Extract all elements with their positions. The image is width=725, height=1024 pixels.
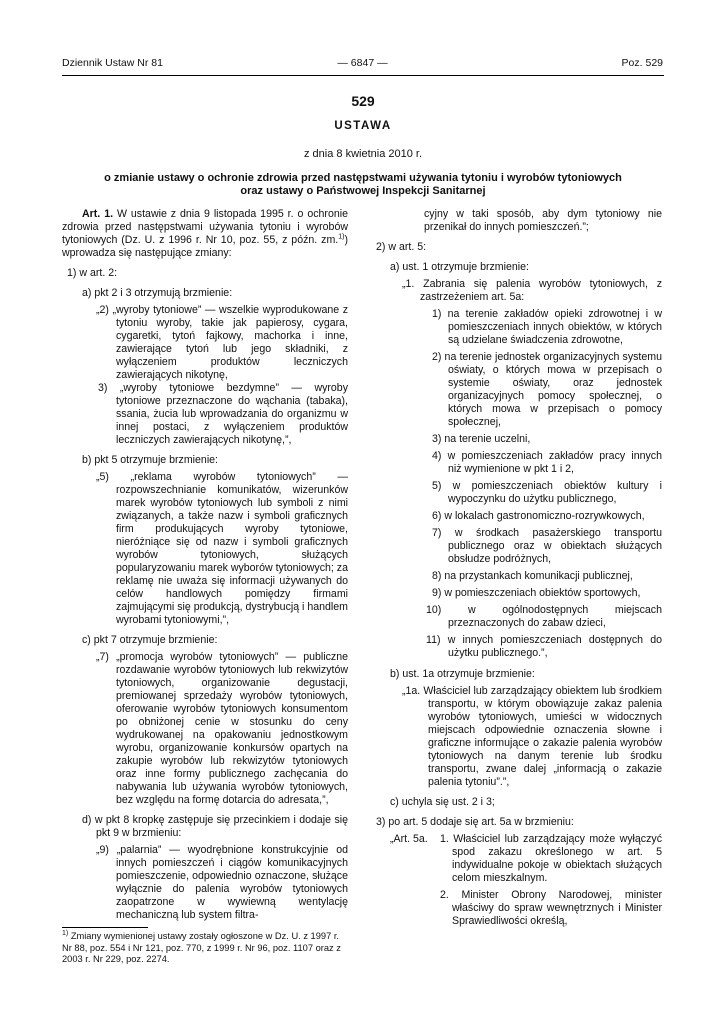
header-page-number: — 6847 —: [337, 57, 388, 69]
point-1a: a) pkt 2 i 3 otrzymują brzmienie:: [82, 287, 233, 299]
footnote-marker: 1): [62, 929, 69, 937]
point-1: 1) w art. 2:: [67, 267, 118, 279]
point-2b-ust1a: „1a. Właściciel lub zarządzający obiektem lub środkiem transportu, w którym obowiązuje zakaz palenia wyrobów tytoniowych, umieści w widocznych miejscach odpowiednie oznaczenia słowne i graficzne informujące o zakazie palenia wyrobów tytoniowych na danym terenie lub środku transportu, zwane dalej „informacją o zakazie palenia tytoniu”.”,: [402, 685, 662, 788]
footnote-rule: [62, 927, 148, 928]
right-column: [376, 208, 662, 928]
point-2: 2) w art. 5:: [376, 241, 427, 253]
point-2a: a) ust. 1 otrzymuje brzmienie:: [390, 261, 529, 273]
point-2b: b) ust. 1a otrzymuje brzmienie:: [390, 668, 535, 680]
point-2a-ust1: „1. Zabrania się palenia wyrobów tytoniowych, z zastrzeżeniem art. 5a:: [402, 278, 662, 303]
list-item: 8) na przystankach komunikacji publicznej,: [432, 570, 633, 582]
point-1c-7: „7) „promocja wyrobów tytoniowych” — publiczne rozdawanie wyrobów tytoniowych lub rekwizytów tytoniowych, organizowanie degustacji, premiowanej sprzedaży wyrobów tytoniowych, oferowanie wyrobów tytoniowych konsumentom po obniżonej cenie w stosunku do ceny wydrukowanej na opakowaniu jednostkowym wyrobu, organizowanie konkursów opartych na zakupie wyrobów lub rekwizytów tytoniowych oraz inne formy publicznego zachęcania do nabywania lub używania wyrobów tytoniowych, bez względu na formę dotarcia do adresata,”,: [96, 651, 348, 806]
act-subject-line1: o zmianie ustawy o ochronie zdrowia przed następstwami używania tytoniu i wyrobów tytoniowych: [104, 172, 622, 184]
ust1-items-list: [376, 308, 662, 660]
list-item: 2) na terenie jednostek organizacyjnych systemu oświaty, o których mowa w przepisach o systemie oświaty, oraz jednostek organizacyjnych pomocy społecznej, o których mowa w przepisach o pomocy społecznej,: [432, 351, 662, 428]
list-item: 7) w środkach pasażerskiego transportu publicznego oraz w obiektach służących obsłudze podróżnych,: [432, 527, 662, 565]
point-1c: c) pkt 7 otrzymuje brzmienie:: [82, 634, 218, 646]
list-item: 4) w pomieszczeniach zakładów pracy innych niż wymienione w pkt 1 i 2,: [432, 450, 662, 475]
point-1d-9: „9) „palarnia” — wyodrębnione konstrukcyjnie od innych pomieszczeń i ciągów komunikacyjnych pomieszczenie, odpowiednio oznaczone, służące wyłącznie do palenia wyrobów tytoniowych zaopatrzone w wywiewną wentylację mechaniczną lub system filtra-: [96, 844, 348, 921]
list-item: 10) w ogólnodostępnych miejscach przeznaczonych do zabaw dzieci,: [426, 604, 662, 629]
act-type: USTAWA: [334, 120, 392, 132]
act-subject-line2: oraz ustawy o Państwowej Inspekcji Sanitarnej: [240, 185, 486, 197]
list-item: 6) w lokalach gastronomiczno-rozrywkowych,: [432, 510, 645, 522]
article-1-label: Art. 1.: [82, 208, 114, 220]
article-5a: [390, 833, 662, 928]
article-5a-ust2: 2. Minister Obrony Narodowej, minister właściwy do spraw wewnętrznych i Minister Sprawiedliwości określą,: [440, 889, 662, 927]
point-1b-5: „5) „reklama wyrobów tytoniowych” — rozpowszechnianie komunikatów, wizerunków marek wyrobów tytoniowych lub symboli z nimi związanych, a także nazw i symboli graficznych firm produkujących wyroby tytoniowe, nieróżniące się od nazw i symboli graficznych wyrobów tytoniowych, służących popularyzowaniu marek wyborów tytoniowych; za reklamę nie uważa się informacji używanych do celów handlowych pomiędzy firmami zajmującymi się produkcją, dystrybucją i handlem wyrobami tytoniowymi,”,: [96, 471, 348, 626]
footnote-ref: 1): [338, 233, 345, 241]
act-number: 529: [351, 93, 375, 109]
point-1d: d) w pkt 8 kropkę zastępuje się przecinkiem i dodaje się pkt 9 w brzmieniu:: [82, 814, 348, 839]
point-1b: b) pkt 5 otrzymuje brzmienie:: [82, 454, 219, 466]
header-position: Poz. 529: [621, 57, 663, 69]
point-1a-2: „2) „wyroby tytoniowe” — wszelkie wyprodukowane z tytoniu wyroby, takie jak papierosy, cygara, cygaretki, tytoń fajkowy, machorka i inne, zawierające tytoń lub jego składniki, z wyłączeniem produktów leczniczych zawierających nikotynę,: [96, 304, 348, 381]
act-date: z dnia 8 kwietnia 2010 r.: [303, 148, 423, 160]
article-1-intro: [62, 208, 348, 260]
header-journal: Dziennik Ustaw Nr 81: [62, 57, 163, 69]
article-5a-ust1: 1. Właściciel lub zarządzający może wyłączyć spod zakazu określonego w art. 5 indywidualne pokoje w obiektach służących celom mieszkalnym.: [440, 833, 662, 884]
point-2c: c) uchyla się ust. 2 i 3;: [390, 796, 495, 808]
left-column: [62, 208, 348, 922]
point-1d-9-cont: cyjny w taki sposób, aby dym tytoniowy nie przenikał do innych pomieszczeń.”;: [424, 208, 662, 233]
list-item: 5) w pomieszczeniach obiektów kultury i wypoczynku do użytku publicznego,: [432, 480, 662, 505]
header-rule: [62, 75, 664, 76]
list-item: 9) w pomieszczeniach obiektów sportowych,: [432, 587, 641, 599]
footnote-text: Zmiany wymienionej ustawy zostały ogłoszone w Dz. U. z 1997 r. Nr 88, poz. 554 i Nr 121, poz. 770, z 1999 r. Nr 96, poz. 1107 oraz z 2003 r. Nr 229, poz. 2274.: [62, 931, 341, 964]
footnote: [62, 931, 346, 966]
list-item: 3) na terenie uczelni,: [432, 433, 531, 445]
list-item: 11) w innych pomieszczeniach dostępnych do użytku publicznego.”,: [426, 634, 662, 659]
list-item: 1) na terenie zakładów opieki zdrowotnej i w pomieszczeniach innych obiektów, w których są udzielane świadczenia zdrowotne,: [432, 308, 662, 346]
point-1a-3: 3) „wyroby tytoniowe bezdymne” — wyroby tytoniowe przeznaczone do wąchania (tabaka), ssania, żucia lub wprowadzania do organizmu w innej postaci, z wyłączeniem produktów leczniczych zawierających nikotynę,”,: [98, 382, 348, 446]
point-3: 3) po art. 5 dodaje się art. 5a w brzmieniu:: [376, 816, 574, 828]
article-1-text-end: ) wprowadza się następujące zmiany:: [62, 234, 348, 259]
article-5a-label: „Art. 5a.: [390, 833, 428, 845]
article-1-text: W ustawie z dnia 9 listopada 1995 r. o ochronie zdrowia przed następstwami używania tytoniu i wyrobów tytoniowych (Dz. U. z 1996 r. Nr 10, poz. 55, z późn. zm.: [62, 208, 348, 246]
